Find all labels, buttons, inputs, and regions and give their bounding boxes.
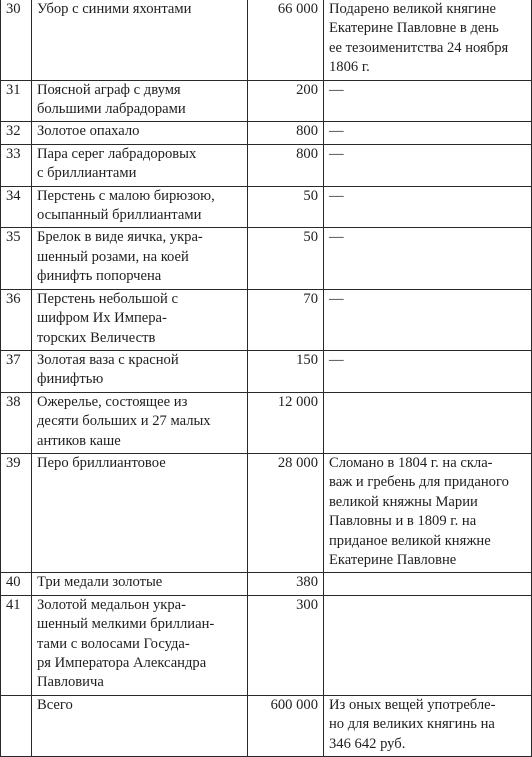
item-note-cell: — [324,80,532,122]
item-value-cell: 50 [248,186,324,228]
item-number-cell: 32 [1,122,32,144]
item-name-cell: Золотое опахало [32,122,248,144]
item-note-cell: — [324,228,532,289]
item-note-cell [324,392,532,453]
item-value-cell: 380 [248,573,324,595]
table-row [1,186,532,228]
item-number-cell: 41 [1,595,32,695]
item-number-cell: 31 [1,80,32,122]
table-row [1,122,532,144]
item-value-cell: 800 [248,144,324,186]
item-name-cell: Брелок в виде яичка, укра- шенный розами, на коей финифть попорчена [32,228,248,289]
item-value-cell: 28 000 [248,453,324,572]
item-value-cell: 300 [248,595,324,695]
item-name-cell: Золотая ваза с красной финифтью [32,350,248,392]
item-value-cell: 50 [248,228,324,289]
item-note-cell: Подарено великой княгине Екатерине Павловне в день ее тезоименитства 24 ноября 1806 г. [324,0,532,80]
item-number-cell: 36 [1,289,32,350]
item-value-cell: 600 000 [248,695,324,756]
item-number-cell: 40 [1,573,32,595]
item-value-cell: 150 [248,350,324,392]
item-number-cell: 34 [1,186,32,228]
item-number-cell: 30 [1,0,32,80]
item-name-cell: Ожерелье, состоящее из десяти больших и 27 малых антиков каше [32,392,248,453]
table-row [1,80,532,122]
item-name-cell: Всего [32,695,248,756]
item-name-cell: Перо бриллиантовое [32,453,248,572]
item-name-cell: Перстень с малою бирюзою, осыпанный бриллиантами [32,186,248,228]
item-note-cell: — [324,122,532,144]
item-note-cell: — [324,350,532,392]
item-note-cell [324,595,532,695]
total-row [1,695,532,756]
item-note-cell: — [324,144,532,186]
item-number-cell [1,695,32,756]
table-row [1,573,532,595]
item-value-cell: 12 000 [248,392,324,453]
table-row [1,0,532,80]
item-value-cell: 200 [248,80,324,122]
item-note-cell [324,573,532,595]
item-value-cell: 70 [248,289,324,350]
table-row [1,453,532,572]
item-value-cell: 800 [248,122,324,144]
item-name-cell: Пара серег лабрадоровых с бриллиантами [32,144,248,186]
item-name-cell: Убор с синими яхонтами [32,0,248,80]
table-row [1,289,532,350]
item-name-cell: Золотой медальон укра- шенный мелкими бриллиан- тами с волосами Госуда- ря Императора Александра Павловича [32,595,248,695]
item-note-cell: — [324,289,532,350]
table-row [1,350,532,392]
table-row [1,228,532,289]
item-note-cell: Из оных вещей употребле- но для великих княгинь на 346 642 руб. [324,695,532,756]
item-number-cell: 33 [1,144,32,186]
inventory-table-body [1,0,532,757]
item-number-cell: 39 [1,453,32,572]
table-row [1,595,532,695]
item-name-cell: Перстень небольшой с шифром Их Импера- торских Величеств [32,289,248,350]
table-row [1,392,532,453]
item-name-cell: Три медали золотые [32,573,248,595]
item-number-cell: 37 [1,350,32,392]
item-note-cell: Сломано в 1804 г. на скла- важ и гребень для приданого великой княжны Марии Павловны и в 1809 г. на приданое великой княжне Екатерине Павловне [324,453,532,572]
item-number-cell: 35 [1,228,32,289]
item-note-cell: — [324,186,532,228]
item-value-cell: 66 000 [248,0,324,80]
item-name-cell: Поясной аграф с двумя большими лабрадорами [32,80,248,122]
table-row [1,144,532,186]
item-number-cell: 38 [1,392,32,453]
